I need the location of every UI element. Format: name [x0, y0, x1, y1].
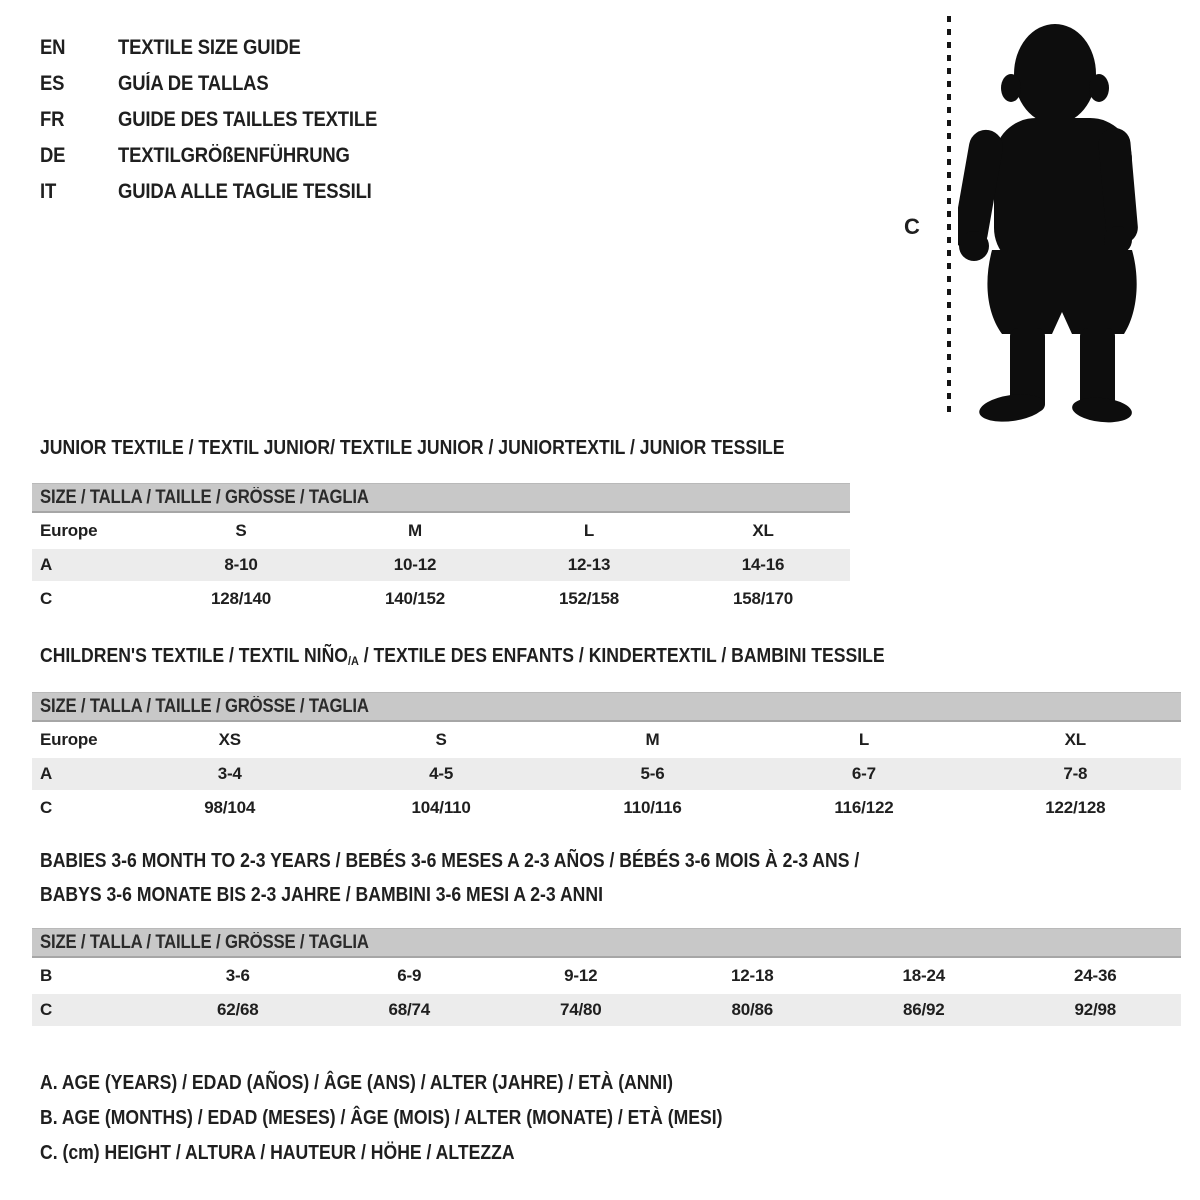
- age-cell: 12-13: [567, 555, 611, 574]
- height-cell: 104/110: [411, 798, 471, 817]
- table-row-age-months: [32, 960, 1181, 992]
- children-size-table: [32, 692, 1181, 824]
- size-cell: L: [583, 521, 595, 540]
- height-dashed-line: [947, 16, 951, 418]
- babies-size-table: [32, 928, 1181, 1026]
- lang-code: [40, 108, 118, 132]
- height-cell: 80/86: [731, 1000, 774, 1019]
- table-row-europe: [32, 724, 1181, 756]
- height-cell: 152/158: [558, 589, 620, 608]
- babies-title-line2-text: BABYS 3-6 MONATE BIS 2-3 JAHRE / BAMBINI 3-6 MESI A 2-3 ANNI: [40, 884, 603, 906]
- height-cell: 68/74: [388, 1000, 431, 1019]
- babies-section-title-line2: [40, 883, 680, 907]
- size-cell: XS: [218, 730, 241, 749]
- legend-line-a-text: A. AGE (YEARS) / EDAD (AÑOS) / ÂGE (ANS) / ALTER (JAHRE) / ETÀ (ANNI): [40, 1072, 673, 1094]
- baby-shorts: [987, 250, 1136, 334]
- size-cell: M: [645, 730, 660, 749]
- legend-line-c: [40, 1142, 816, 1177]
- age-cell: 5-6: [640, 764, 665, 783]
- height-cell: 140/152: [384, 589, 446, 608]
- lang-label-text: GUIDA ALLE TAGLIE TESSILI: [118, 180, 372, 203]
- children-title-subscript: /A: [347, 654, 359, 669]
- age-cell: 8-10: [224, 555, 258, 574]
- lang-code-text: FR: [40, 108, 65, 131]
- row-label: A: [40, 764, 53, 783]
- junior-section-title-text: JUNIOR TEXTILE / TEXTIL JUNIOR/ TEXTILE JUNIOR / JUNIORTEXTIL / JUNIOR TESSILE: [40, 437, 785, 459]
- babies-section-title-line1: [40, 849, 971, 873]
- baby-hand-left: [959, 231, 989, 261]
- lang-label-text: TEXTILGRÖßENFÜHRUNG: [118, 144, 350, 167]
- baby-ear-right: [1089, 74, 1109, 102]
- lang-code: [40, 180, 118, 204]
- height-cell: 62/68: [216, 1000, 259, 1019]
- table-row-europe: [32, 515, 850, 547]
- lang-label-text: TEXTILE SIZE GUIDE: [118, 36, 301, 59]
- lang-row-fr: [40, 102, 412, 138]
- row-label: C: [40, 1000, 53, 1019]
- size-cell: L: [858, 730, 870, 749]
- height-cell: 74/80: [559, 1000, 602, 1019]
- row-label: Europe: [40, 521, 98, 540]
- height-cell: 116/122: [834, 798, 894, 817]
- row-label: C: [40, 798, 53, 817]
- age-cell: 24-36: [1074, 966, 1117, 985]
- lang-label: [118, 144, 381, 168]
- table-row-age: [32, 549, 850, 581]
- lang-code-text: ES: [40, 72, 65, 95]
- junior-size-table: [32, 483, 850, 615]
- height-cell: 86/92: [902, 1000, 945, 1019]
- lang-row-it: [40, 174, 412, 210]
- age-cell: 6-7: [851, 764, 876, 783]
- row-label: Europe: [40, 730, 98, 749]
- age-cell: 4-5: [429, 764, 454, 783]
- lang-label-text: GUÍA DE TALLAS: [118, 72, 269, 95]
- baby-hand-right: [1104, 226, 1132, 254]
- table-row-height: [32, 583, 850, 615]
- size-cell: S: [435, 730, 447, 749]
- lang-label-text: GUIDE DES TAILLES TEXTILE: [118, 108, 378, 131]
- size-cell: M: [408, 521, 422, 540]
- age-cell: 14-16: [741, 555, 785, 574]
- age-cell: 9-12: [564, 966, 598, 985]
- babies-title-line1-text: BABIES 3-6 MONTH TO 2-3 YEARS / BEBÉS 3-6 MESES A 2-3 AÑOS / BÉBÉS 3-6 MOIS À 2-3 ANS /: [40, 850, 860, 872]
- height-cell: 122/128: [1045, 798, 1106, 817]
- lang-label: [118, 36, 326, 60]
- age-cell: 10-12: [393, 555, 437, 574]
- language-title-list: [40, 30, 412, 210]
- height-cell: 110/116: [623, 798, 682, 817]
- lang-row-en: [40, 30, 412, 66]
- table-row-height: [32, 994, 1181, 1026]
- row-label: C: [40, 589, 53, 608]
- junior-size-header-bar: [32, 483, 850, 513]
- height-cell: 92/98: [1074, 1000, 1117, 1019]
- children-title-part1: CHILDREN'S TEXTILE / TEXTIL NIÑO: [40, 645, 348, 667]
- children-section-title-text: [40, 644, 885, 673]
- baby-ear-left: [1001, 74, 1021, 102]
- size-header-text: SIZE / TALLA / TAILLE / GRÖSSE / TAGLIA: [40, 486, 369, 508]
- legend-line-b-text: B. AGE (MONTHS) / EDAD (MESES) / ÂGE (MOIS) / ALTER (MONATE) / ETÀ (MESI): [40, 1107, 723, 1129]
- height-cell: 98/104: [204, 798, 256, 817]
- size-header-text: SIZE / TALLA / TAILLE / GRÖSSE / TAGLIA: [40, 931, 369, 953]
- lang-code: [40, 72, 118, 96]
- size-cell: S: [235, 521, 247, 540]
- size-cell: XL: [752, 521, 774, 540]
- junior-section-title: [40, 436, 886, 460]
- children-size-header-bar: [32, 692, 1181, 722]
- legend-line-b: [40, 1107, 816, 1142]
- measure-legend: [40, 1072, 816, 1177]
- row-label: B: [40, 966, 53, 985]
- lang-label: [118, 180, 406, 204]
- table-row-age: [32, 758, 1181, 790]
- height-cell: 128/140: [210, 589, 272, 608]
- babies-size-header-bar: [32, 928, 1181, 958]
- lang-row-de: [40, 138, 412, 174]
- legend-line-a: [40, 1072, 816, 1107]
- lang-code: [40, 36, 118, 60]
- height-measure-label: C: [904, 214, 920, 239]
- lang-row-es: [40, 66, 412, 102]
- baby-silhouette: [958, 14, 1192, 426]
- age-cell: 6-9: [397, 966, 422, 985]
- size-header-text: SIZE / TALLA / TAILLE / GRÖSSE / TAGLIA: [40, 695, 369, 717]
- children-section-title: [40, 644, 1000, 673]
- lang-code-text: EN: [40, 36, 66, 59]
- baby-head: [1014, 24, 1096, 124]
- age-cell: 7-8: [1063, 764, 1088, 783]
- lang-code-text: DE: [40, 144, 66, 167]
- size-cell: XL: [1064, 730, 1086, 749]
- children-title-part2: / TEXTILE DES ENFANTS / KINDERTEXTIL / BAMBINI TESSILE: [358, 645, 885, 667]
- table-row-height: [32, 792, 1181, 824]
- age-cell: 12-18: [731, 966, 774, 985]
- lang-code: [40, 144, 118, 168]
- lang-label: [118, 108, 412, 132]
- age-cell: 18-24: [902, 966, 945, 985]
- age-cell: 3-4: [217, 764, 242, 783]
- lang-code-text: IT: [40, 180, 57, 203]
- age-cell: 3-6: [225, 966, 250, 985]
- height-cell: 158/170: [732, 589, 794, 608]
- row-label: A: [40, 555, 53, 574]
- lang-label: [118, 72, 289, 96]
- legend-line-c-text: C. (cm) HEIGHT / ALTURA / HAUTEUR / HÖHE / ALTEZZA: [40, 1142, 515, 1164]
